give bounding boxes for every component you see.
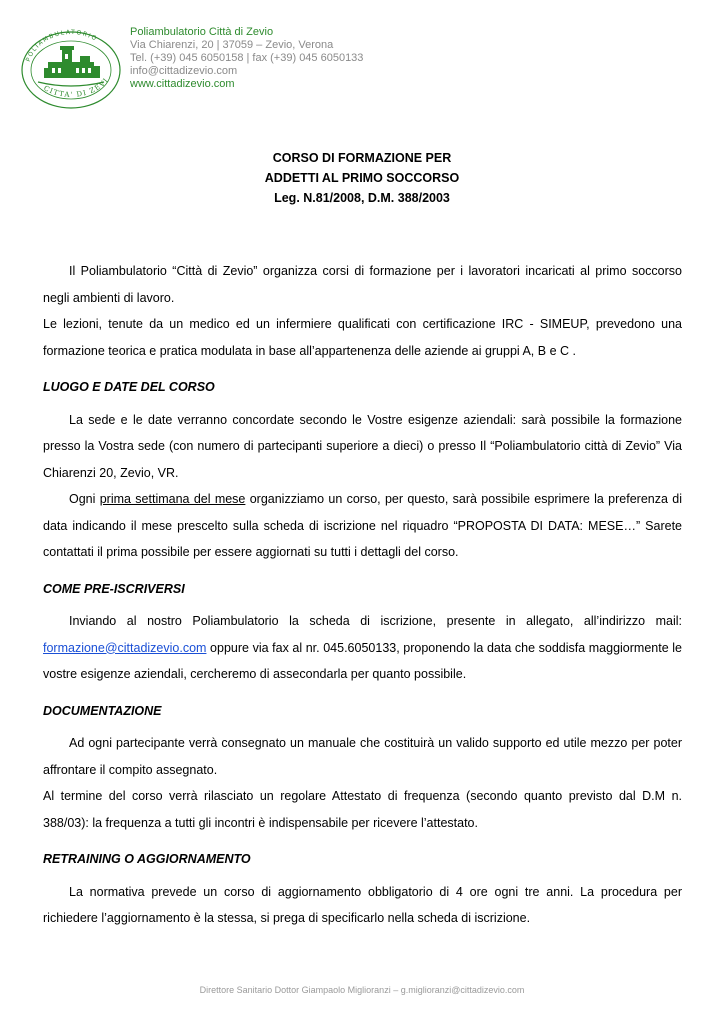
org-name: Poliambulatorio Città di Zevio [130, 26, 274, 38]
documentazione-paragraph-2: Al termine del corso verrà rilasciato un regolare Attestato di frequenza (secondo quanto previsto dal D.M n. 388/03): la frequenza a tutti gli incontri è indispensabile per ricevere l’attestato. [43, 789, 682, 830]
footer: Direttore Sanitario Dottor Giampaolo Miglioranzi – g.miglioranzi@cittadizevio.com [199, 985, 525, 995]
website: www.cittadizevio.com [130, 78, 235, 90]
section-heading-documentazione: DOCUMENTAZIONE [43, 703, 162, 718]
document-title [0, 148, 724, 208]
preiscrizione-end: oppure via fax al nr. 045.6050133, proponendo la data che soddisfa maggiormente le vostre esigenze aziendali, cercheremo di assecondarla per quanto possibile. [43, 640, 682, 681]
luogo-paragraph-1: La sede e le date verranno concordate secondo le Vostre esigenze aziendali: sarà possibile la formazione presso la Vostra sede (con numero di partecipanti superiore a dieci) o presso Il “Poliambulatorio città di Zevio” Via Chiarenzi 20, Zevio, VR. [43, 412, 682, 480]
info-email: info@cittadizevio.com [130, 65, 238, 77]
section-heading-preiscrizione: COME PRE-ISCRIVERSI [43, 581, 185, 596]
first-week-underlined: prima settimana del mese [99, 492, 246, 506]
preiscrizione-paragraph [43, 608, 682, 688]
section-heading-retraining: RETRAINING O AGGIORNAMENTO [43, 852, 251, 866]
phone-fax: Tel. (+39) 045 6050158 | fax (+39) 045 6050133 [130, 52, 364, 64]
document-body [43, 258, 682, 932]
retraining-paragraph: La normativa prevede un corso di aggiornamento obbligatorio di 4 ore ogni tre anni. La procedura per richiedere l’aggiornamento è la stessa, si prega di specificarlo nella scheda di iscrizione. [43, 884, 682, 925]
clinic-logo [18, 24, 124, 110]
luogo-paragraph-2 [43, 486, 682, 566]
address: Via Chiarenzi, 20 | 37059 – Zevio, Verona [130, 39, 334, 51]
documentazione-paragraph-1: Ad ogni partecipante verrà consegnato un manuale che costituirà un valido supporto ed utile mezzo per poter affrontare il compito assegnato. [43, 736, 682, 777]
luogo-p2-start: Ogni [69, 492, 100, 506]
intro-paragraph-2: Le lezioni, tenute da un medico ed un infermiere qualificati con certificazione IRC - SIMEUP, prevedono una formazione teorica e pratica modulata in base all’appartenenza delle aziende ai gruppi A, B e C . [43, 317, 682, 358]
luogo-p2-end: organizziamo un corso, per questo, sarà possibile esprimere la preferenza di data indicando il mese prescelto sulla scheda di iscrizione nel riquadro “PROPOSTA DI DATA: MESE…” Sarete contattati il prima possibile per essere aggiornati su tutti i dettagli del corso. [43, 492, 682, 559]
letterhead [18, 20, 708, 110]
title-line-1: CORSO DI FORMAZIONE PER [272, 151, 452, 165]
svg-text:POLIAMBULATORIO: POLIAMBULATORIO [24, 28, 99, 63]
preiscrizione-start: Inviando al nostro Poliambulatorio la scheda di iscrizione, presente in allegato, all’indirizzo mail: [69, 614, 682, 628]
contact-info [130, 26, 363, 91]
title-line-2: ADDETTI AL PRIMO SOCCORSO [264, 171, 460, 185]
intro-paragraph-1: Il Poliambulatorio “Città di Zevio” organizza corsi di formazione per i lavoratori incaricati al primo soccorso negli ambienti di lavoro. [43, 264, 682, 305]
title-line-3: Leg. N.81/2008, D.M. 388/2003 [274, 191, 450, 205]
svg-text:CITTA' DI ZEVIO: CITTA' DI ZEVI [42, 76, 111, 99]
training-email-link[interactable]: formazione@cittadizevio.com [43, 640, 207, 655]
section-heading-luogo: LUOGO E DATE DEL CORSO [43, 380, 215, 394]
